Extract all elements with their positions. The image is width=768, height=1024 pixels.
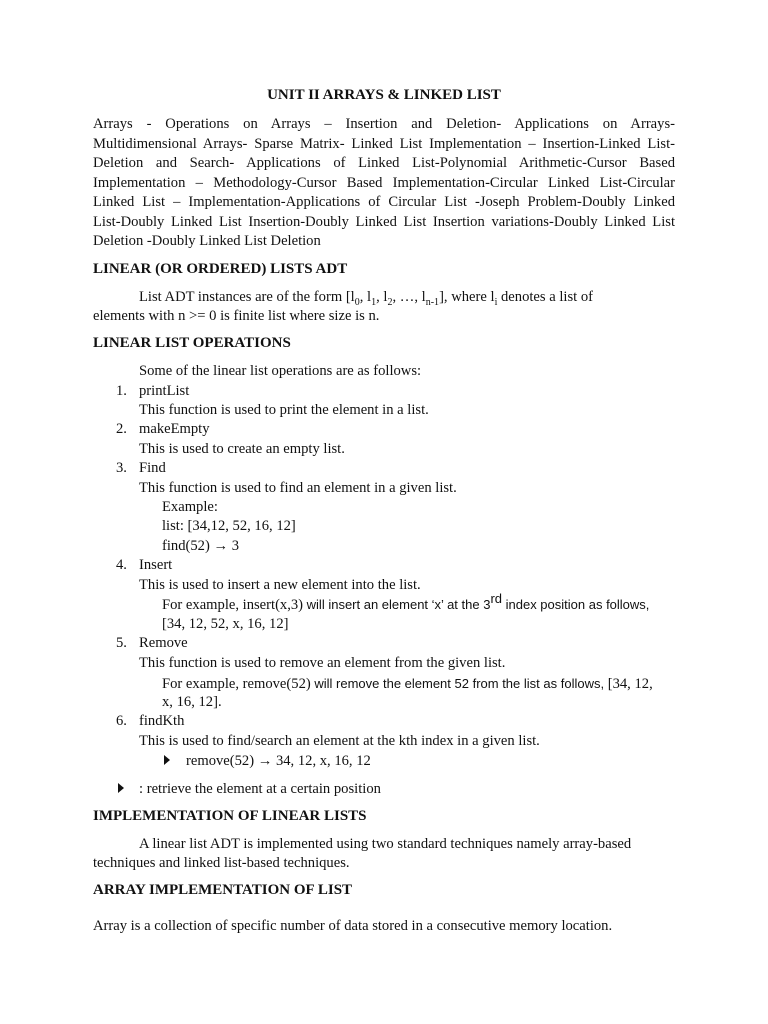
operation-name: Find [139, 460, 166, 476]
intro-line: Multidimensional Arrays- Sparse Matrix- Linked List Implementation – Insertion-Linked List- [93, 135, 675, 152]
operation-name: findKth [139, 713, 185, 729]
intro-line: Implementation – Methodology-Cursor Based Implementation-Circular Linked List-Circular [93, 174, 675, 191]
intro-line: List-Doubly Linked List Insertion-Doubly Linked List Insertion variations-Doubly Linked List [93, 213, 675, 230]
operation-name: Insert [139, 557, 173, 573]
operation-name: printList [139, 382, 190, 399]
adt-paragraph-line2: elements with n >= 0 is finite list where size is n. [93, 308, 380, 324]
operation-description: This is used to create an empty list. [139, 440, 345, 457]
array-definition: Array is a collection of specific number of data stored in a consecutive memory location. [93, 918, 613, 934]
bullet-arrow-icon [164, 752, 170, 771]
example-line: For example, insert(x,3) will insert an element ‘x’ at the 3rd index position as follows, [162, 591, 650, 613]
list-number: 2. [116, 421, 127, 437]
operations-intro: Some of the linear list operations are as follows: [139, 363, 422, 379]
operation-name: Remove [139, 635, 188, 651]
implementation-line2: techniques and linked list-based techniques. [93, 855, 350, 871]
operation-description: This is used to insert a new element into the list. [139, 577, 421, 593]
section-heading-implementation: IMPLEMENTATION OF LINEAR LISTS [93, 808, 367, 824]
bullet-text: : retrieve the element at a certain position [139, 781, 381, 797]
list-number: 6. [116, 713, 127, 729]
example-line: [34, 12, 52, x, 16, 12] [162, 616, 289, 632]
page-title: UNIT II ARRAYS & LINKED LIST [267, 87, 501, 103]
operation-description: This function is used to find an element in a given list. [139, 479, 457, 496]
operation-name: makeEmpty [139, 421, 210, 437]
example-line: For example, remove(52) will remove the element 52 from the list as follows, [34, 12, [162, 675, 653, 692]
section-heading-array-implementation: ARRAY IMPLEMENTATION OF LIST [93, 882, 353, 898]
example-label: Example: [162, 499, 218, 515]
operation-description: This function is used to remove an element from the given list. [139, 655, 506, 671]
operation-description: This function is used to print the element in a list. [139, 402, 429, 418]
section-heading-lists-adt: LINEAR (OR ORDERED) LISTS ADT [93, 261, 348, 277]
operation-description: This is used to find/search an element at the kth index in a given list. [139, 733, 540, 749]
example-line: x, 16, 12]. [162, 694, 222, 710]
intro-line: Linked List – Implementation-Applications of Circular List -Joseph Problem-Doubly Linked [93, 194, 675, 210]
intro-line: Arrays - Operations on Arrays – Insertion and Deletion- Applications on Arrays- [93, 116, 675, 132]
intro-line: Deletion and Search- Applications of Linked List-Polynomial Arithmetic-Cursor Based [93, 155, 675, 171]
intro-line: Deletion -Doubly Linked List Deletion [93, 233, 321, 249]
example-line: remove(52) → 34, 12, x, 16, 12 [186, 753, 371, 769]
list-number: 1. [116, 382, 127, 399]
adt-paragraph-line1: List ADT instances are of the form [$l_0$, $l_1$, $l_2$, …, $l_{n-1}$], where $l_i$ denotes a list of [139, 289, 594, 308]
bullet-arrow-icon [118, 780, 124, 799]
list-number: 3. [116, 460, 127, 476]
implementation-line1: A linear list ADT is implemented using two standard techniques namely array-based [139, 836, 632, 852]
example-line: list: [34,12, 52, 16, 12] [162, 518, 296, 534]
example-line: find(52) → 3 [162, 538, 240, 554]
section-heading-operations: LINEAR LIST OPERATIONS [93, 335, 291, 351]
list-number: 4. [116, 557, 127, 573]
list-number: 5. [116, 635, 127, 651]
